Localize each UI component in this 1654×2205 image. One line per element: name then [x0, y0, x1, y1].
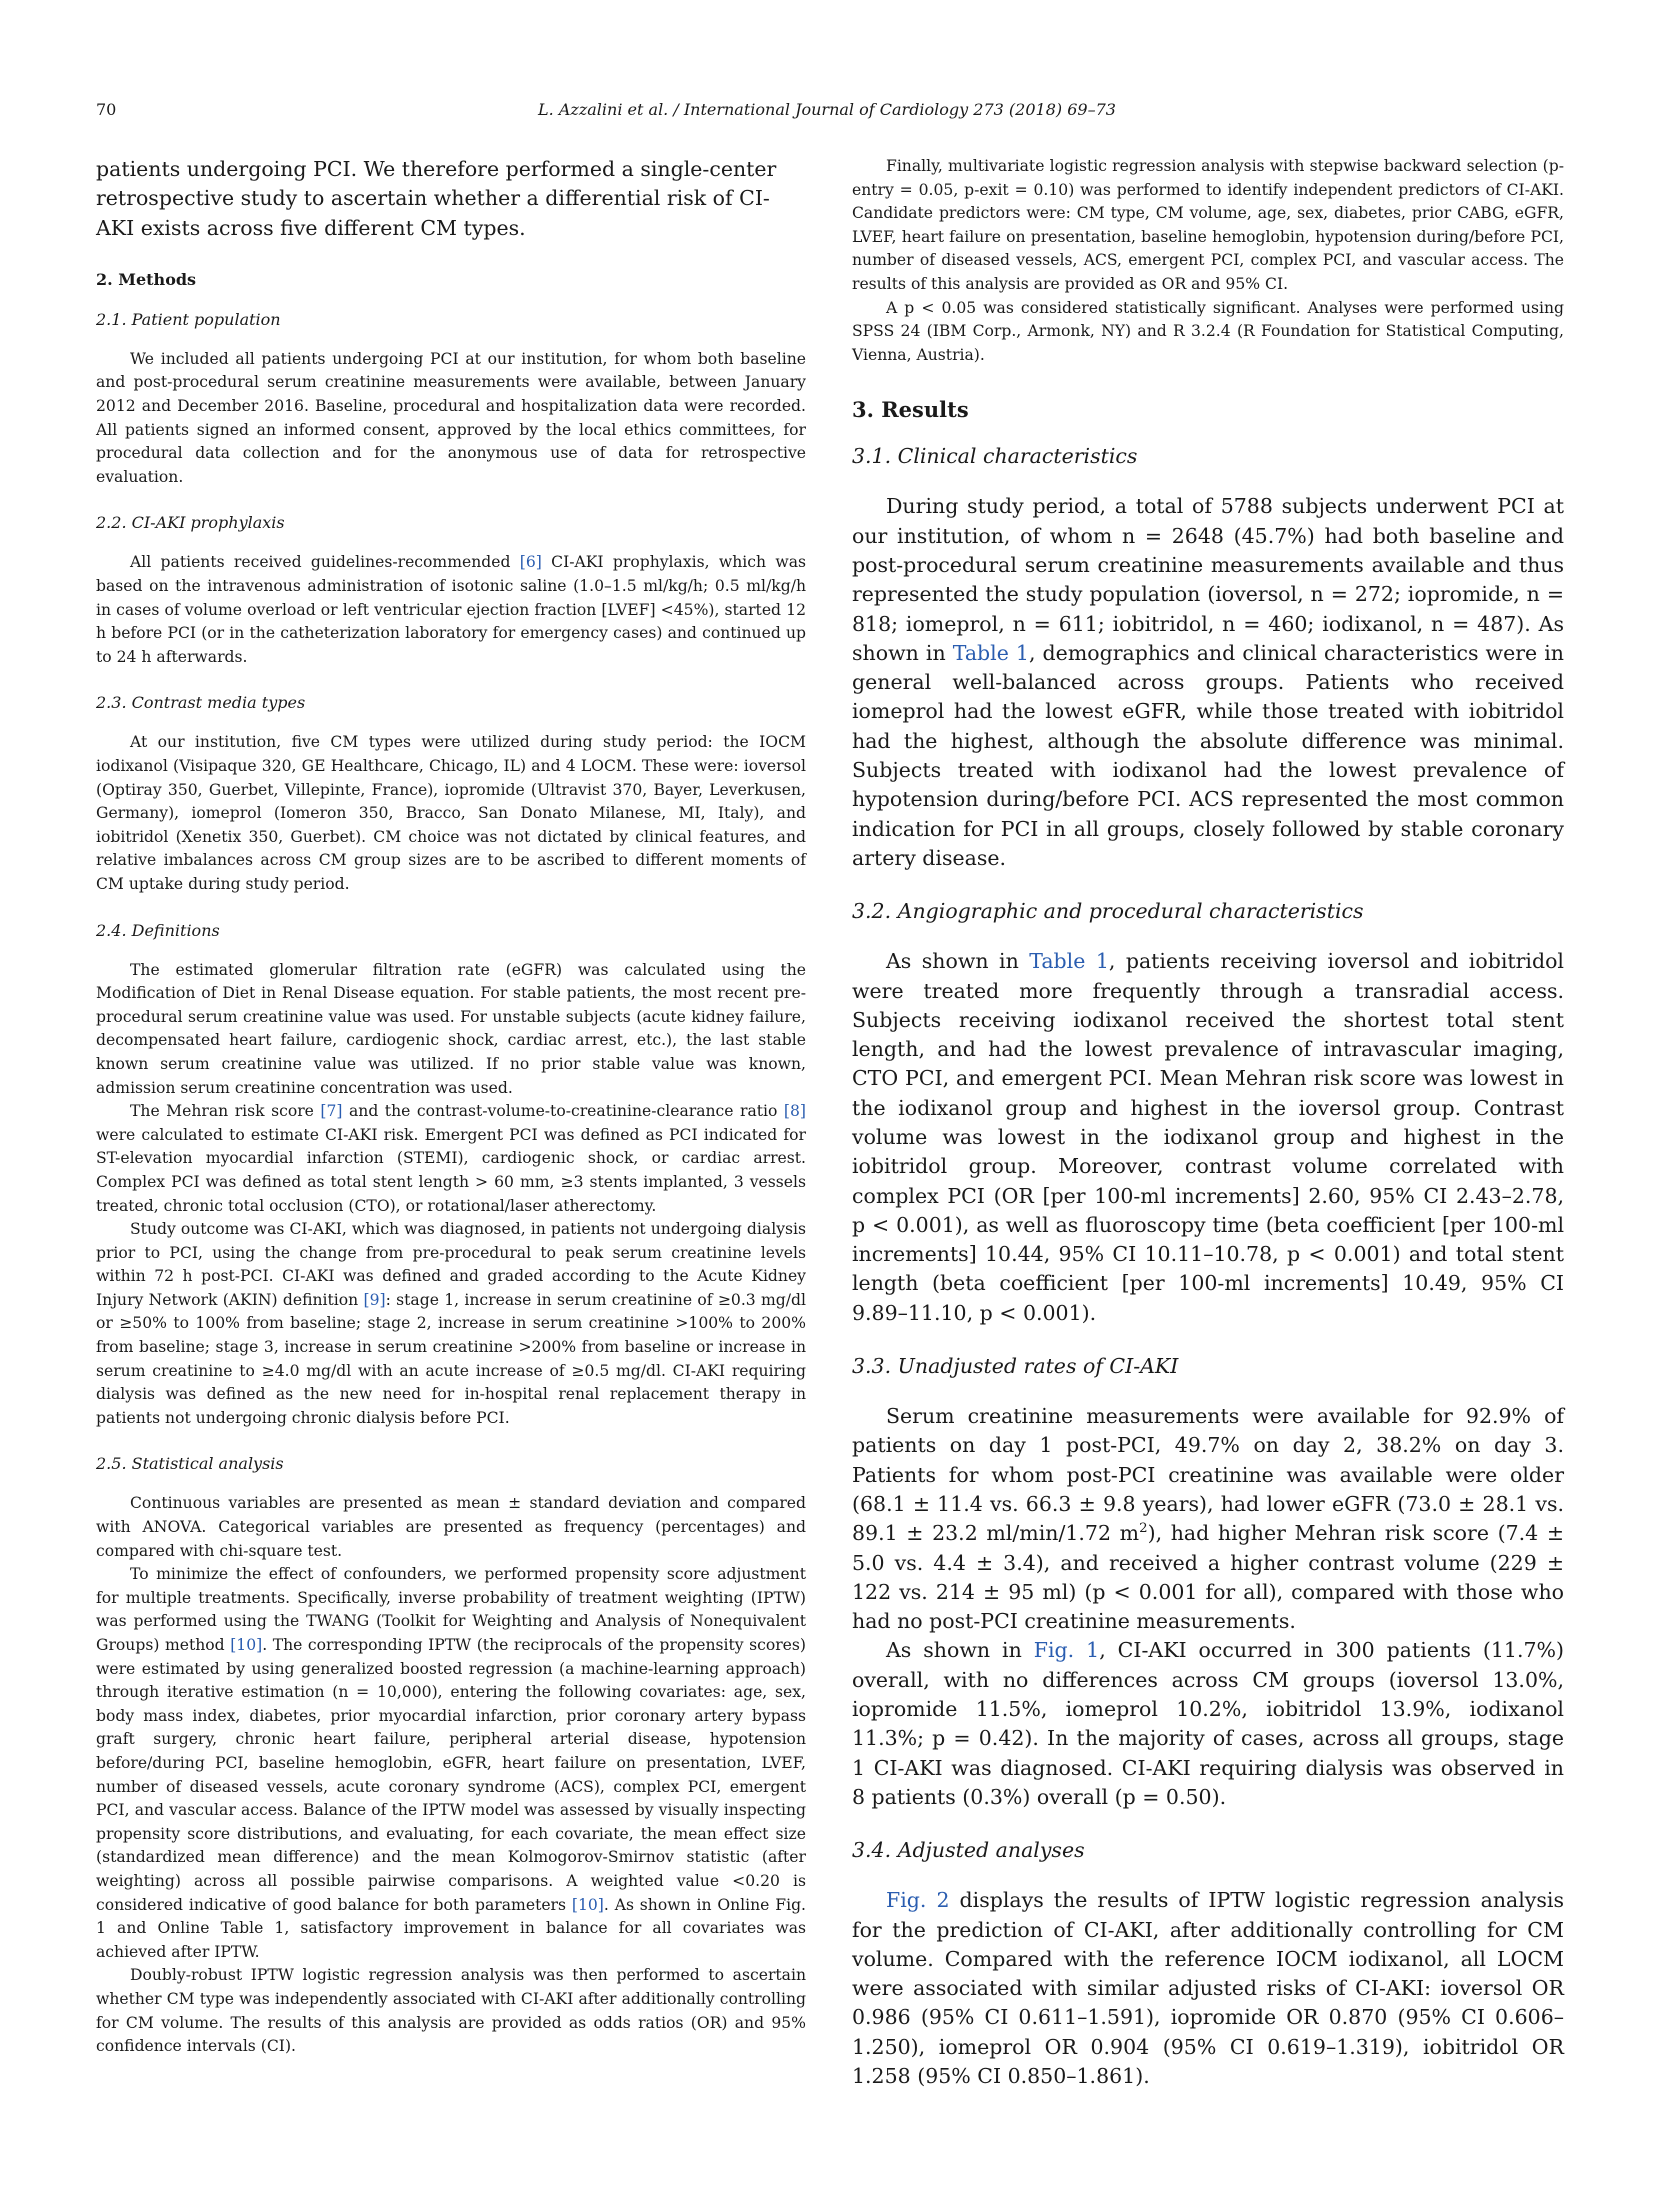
figure-1-link[interactable]: Fig. 1	[1033, 1638, 1100, 1663]
section-2-3-paragraph: At our institution, five CM types were utilized during study period: the IOCM iodixanol (Visipaque 320, GE Healthcare, Chicago, IL) and 4 LOCM. These were: ioversol (Optiray 350, Guerbet, Villepinte, France), iopromide (Ultravist 370, Bayer, Leverkusen, Germany), iomeprol (Iomeron 350, Bracco, San Donato Milanese, MI, Italy), and iobitridol (Xenetix 350, Guerbet). CM choice was not dictated by clinical features, and relative imbalances across CM group sizes are to be ascribed to different moments of CM uptake during study period.	[96, 733, 806, 893]
running-head: L. Azzalini et al. / International Journal of Cardiology 273 (2018) 69–73	[538, 100, 1116, 119]
section-3-2-heading: 3.2. Angiographic and procedural characteristics	[852, 899, 1364, 924]
citation-link[interactable]: [10]	[230, 1636, 263, 1655]
figure-2-link[interactable]: Fig. 2	[886, 1888, 950, 1913]
table-1-link[interactable]: Table 1	[1029, 949, 1109, 974]
intro-paragraph: patients undergoing PCI. We therefore performed a single-center retrospective study to ascertain whether a differential risk of CI-AKI exists across five different CM types.	[96, 157, 777, 240]
section-2-1-paragraph: We included all patients undergoing PCI at our institution, for whom both baseline and post-procedural serum creatinine measurements were available, between January 2012 and December 2016. Baseline, procedural and hospitalization data were recorded. All patients signed an informed consent, approved by the local ethics committees, for procedural data collection and for the anonymous use of data for retrospective evaluation.	[96, 349, 806, 486]
table-1-link[interactable]: Table 1	[952, 640, 1029, 665]
section-3-4-paragraph: Fig. 2 displays the results of IPTW logistic regression analysis for the prediction of CI-AKI, after additionally controlling for CM volume. Compared with the reference IOCM iodixanol, all LOCM were associated with similar adjusted risks of CI-AKI: ioversol OR 0.986 (95% CI 0.611–1.591), iopromide OR 0.870 (95% CI 0.606–1.250), iomeprol OR 0.904 (95% CI 0.619–1.319), iobitridol OR 1.258 (95% CI 0.850–1.861).	[852, 1888, 1564, 2088]
citation-link[interactable]: [9]	[363, 1290, 386, 1309]
section-2-2-heading: 2.2. CI-AKI prophylaxis	[96, 513, 285, 533]
section-2-1-heading: 2.1. Patient population	[96, 309, 281, 329]
results-heading: 3. Results	[852, 397, 969, 423]
section-2-4-paragraph-3: Study outcome was CI-AKI, which was diagnosed, in patients not undergoing dialysis prior to PCI, using the change from pre-procedural to peak serum creatinine levels within 72 h post-PCI. CI-AKI was defined and graded according to the Acute Kidney Injury Network (AKIN) definition [9]: stage 1, increase in serum creatinine of ≥0.3 mg/dl or ≥50% to 100% from baseline; stage 2, increase in serum creatinine >100% to 200% from baseline; stage 3, increase in serum creatinine >200% from baseline or increase in serum creatinine to ≥4.0 mg/dl with an acute increase of ≥0.5 mg/dl. CI-AKI requiring dialysis was defined as the new need for in-hospital renal replacement therapy in patients not undergoing chronic dialysis before PCI.	[96, 1220, 806, 1427]
citation-link[interactable]: [7]	[320, 1102, 343, 1121]
section-2-4-paragraph-2: The Mehran risk score [7] and the contrast-volume-to-creatinine-clearance ratio [8] were calculated to estimate CI-AKI risk. Emergent PCI was defined as PCI indicated for ST-elevation myocardial infarction (STEMI), cardiogenic shock, or cardiac arrest. Complex PCI was defined as total stent length > 60 mm, ≥3 stents implanted, 3 vessels treated, chronic total occlusion (CTO), or rotational/laser atherectomy.	[96, 1102, 807, 1215]
section-2-3-heading: 2.3. Contrast media types	[96, 693, 306, 713]
citation-link[interactable]: [10]	[571, 1895, 604, 1914]
section-2-5-paragraph-3: Doubly-robust IPTW logistic regression analysis was then performed to ascertain whether CM type was independently associated with CI-AKI after additionally controlling for CM volume. The results of this analysis are provided as odds ratios (OR) and 95% confidence intervals (CI).	[96, 1966, 806, 2056]
section-2-5-paragraph-2: To minimize the effect of confounders, we performed propensity score adjustment for multiple treatments. Specifically, inverse probability of treatment weighting (IPTW) was performed using the TWANG (Toolkit for Weighting and Analysis of Nonequivalent Groups) method [10]. The corresponding IPTW (the reciprocals of the propensity scores) were estimated by using generalized boosted regression (a machine-learning approach) through iterative estimation (n = 10,000), entering the following covariates: age, sex, body mass index, diabetes, prior myocardial infarction, prior coronary artery bypass graft surgery, chronic heart failure, peripheral arterial disease, hypotension before/during PCI, baseline hemoglobin, eGFR, heart failure on presentation, LVEF, number of diseased vessels, acute coronary syndrome (ACS), complex PCI, emergent PCI, and vascular access. Balance of the IPTW model was assessed by visually inspecting propensity score distributions, and evaluating, for each covariate, the mean effect size (standardized mean difference) and the mean Kolmogorov-Smirnov statistic (after weighting) across all possible pairwise comparisons. A weighted value <0.20 is considered indicative of good balance for both parameters [10]. As shown in Online Fig. 1 and Online Table 1, satisfactory improvement in balance for all covariates was achieved after IPTW.	[96, 1565, 807, 1961]
section-3-3-paragraph-1: Serum creatinine measurements were available for 92.9% of patients on day 1 post-PCI, 49.7% on day 2, 38.2% on day 3. Patients for whom post-PCI creatinine was available were older (68.1 ± 11.4 vs. 66.3 ± 9.8 years), had lower eGFR (73.0 ± 28.1 vs. 89.1 ± 23.2 ml/min/1.72 $m^2$), had higher Mehran risk score (7.4 ± 5.0 vs. 4.4 ± 3.4), and received a higher contrast volume (229 ± 122 vs. 214 ± 95 ml) (p < 0.001 for all), compared with those who had no post-PCI creatinine measurements.	[852, 1404, 1564, 1634]
citation-link[interactable]: [8]	[783, 1102, 807, 1121]
section-2-4-heading: 2.4. Definitions	[96, 920, 220, 940]
multivariate-paragraph: Finally, multivariate logistic regression analysis with stepwise backward selection (p-entry = 0.05, p-exit = 0.10) was performed to identify independent predictors of CI-AKI. Candidate predictors were: CM type, CM volume, age, sex, diabetes, prior CABG, eGFR, LVEF, heart failure on presentation, baseline hemoglobin, hypotension during/before PCI, number of diseased vessels, ACS, emergent PCI, complex PCI, and vascular access. The results of this analysis are provided as OR and 95% CI.	[852, 157, 1564, 293]
citation-link[interactable]: [6]	[519, 553, 542, 572]
significance-paragraph: A p < 0.05 was considered statistically significant. Analyses were performed using SPSS 24 (IBM Corp., Armonk, NY) and R 3.2.4 (R Foundation for Statistical Computing, Vienna, Austria).	[852, 298, 1564, 364]
right-column	[852, 155, 1564, 2091]
section-3-4-heading: 3.4. Adjusted analyses	[852, 1838, 1085, 1863]
left-column	[96, 155, 806, 2059]
page-header	[96, 100, 1558, 124]
section-2-5-paragraph-1: Continuous variables are presented as mean ± standard deviation and compared with ANOVA. Categorical variables are presented as frequency (percentages) and compared with chi-square test.	[96, 1494, 806, 1560]
page-number: 70	[96, 100, 117, 119]
section-2-5-heading: 2.5. Statistical analysis	[96, 1454, 284, 1474]
methods-heading: 2. Methods	[96, 269, 197, 289]
section-3-3-heading: 3.3. Unadjusted rates of CI-AKI	[852, 1354, 1179, 1379]
section-3-3-paragraph-2: As shown in Fig. 1, CI-AKI occurred in 300 patients (11.7%) overall, with no differences across CM groups (ioversol 13.0%, iopromide 11.5%, iomeprol 10.2%, iobitridol 13.9%, iodixanol 11.3%; p = 0.42). In the majority of cases, across all groups, stage 1 CI-AKI was diagnosed. CI-AKI requiring dialysis was observed in 8 patients (0.3%) overall (p = 0.50).	[852, 1638, 1564, 1809]
section-3-1-heading: 3.1. Clinical characteristics	[852, 444, 1138, 469]
section-2-2-paragraph: All patients received guidelines-recommended [6] CI-AKI prophylaxis, which was based on the intravenous administration of isotonic saline (1.0–1.5 ml/kg/h; 0.5 ml/kg/h in cases of volume overload or left ventricular ejection fraction [LVEF] <45%), started 12 h before PCI (or in the catheterization laboratory for emergency cases) and continued up to 24 h afterwards.	[96, 553, 806, 666]
section-2-4-paragraph-1: The estimated glomerular filtration rate (eGFR) was calculated using the Modification of Diet in Renal Disease equation. For stable patients, the most recent pre-procedural serum creatinine value was used. For unstable subjects (acute kidney failure, decompensated heart failure, cardiogenic shock, cardiac arrest, etc.), the last stable known serum creatinine value was utilized. If no prior stable value was known, admission serum creatinine concentration was used.	[96, 960, 806, 1097]
section-3-2-paragraph: As shown in Table 1, patients receiving ioversol and iobitridol were treated more frequently through a transradial access. Subjects receiving iodixanol received the shortest total stent length, and had the lowest prevalence of intravascular imaging, CTO PCI, and emergent PCI. Mean Mehran risk score was lowest in the iodixanol group and highest in the ioversol group. Contrast volume was lowest in the iodixanol group and highest in the iobitridol group. Moreover, contrast volume correlated with complex PCI (OR [per 100-ml increments] 2.60, 95% CI 2.43–2.78, p < 0.001), as well as fluoroscopy time (beta coefficient [per 100-ml increments] 10.44, 95% CI 10.11–10.78, p < 0.001) and total stent length (beta coefficient [per 100-ml increments] 10.49, 95% CI 9.89–11.10, p < 0.001).	[852, 949, 1564, 1325]
section-3-1-paragraph: During study period, a total of 5788 subjects underwent PCI at our institution, of whom n = 2648 (45.7%) had both baseline and post-procedural serum creatinine measurements available and thus represented the study population (ioversol, n = 272; iopromide, n = 818; iomeprol, n = 611; iobitridol, n = 460; iodixanol, n = 487). As shown in Table 1, demographics and clinical characteristics were in general well-balanced across groups. Patients who received iomeprol had the lowest eGFR, while those treated with iobitridol had the highest, although the absolute difference was minimal. Subjects treated with iodixanol had the lowest prevalence of hypotension during/before PCI. ACS represented the most common indication for PCI in all groups, closely followed by stable coronary artery disease.	[852, 494, 1564, 870]
